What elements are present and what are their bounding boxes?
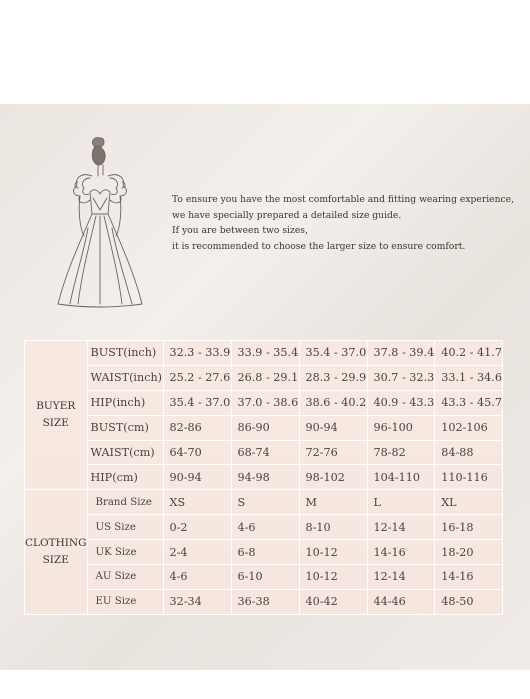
table-cell: 43.3 - 45.7	[435, 390, 503, 415]
table-cell: M	[299, 490, 367, 515]
table-cell: 78-82	[367, 440, 435, 465]
table-cell: 104-110	[367, 465, 435, 490]
table-row	[25, 415, 503, 440]
table-cell: 40.2 - 41.7	[435, 341, 503, 366]
table-cell: 30.7 - 32.3	[367, 365, 435, 390]
table-cell: L	[367, 490, 435, 515]
table-cell: 35.4 - 37.0	[163, 390, 231, 415]
table-cell: 38.6 - 40.2	[299, 390, 367, 415]
table-row	[25, 341, 503, 366]
table-cell: 32.3 - 33.9	[163, 341, 231, 366]
group-label-line: SIZE	[42, 554, 69, 567]
row-label: WAIST(inch)	[87, 365, 163, 390]
row-label: EU Size	[87, 589, 163, 614]
row-label: WAIST(cm)	[87, 440, 163, 465]
table-cell: 37.8 - 39.4	[367, 341, 435, 366]
table-row	[25, 565, 503, 590]
table-cell: 110-116	[435, 465, 503, 490]
table-row	[25, 490, 503, 515]
table-cell: 36-38	[231, 589, 299, 614]
table-cell: 6-10	[231, 565, 299, 590]
table-cell: 33.9 - 35.4	[231, 341, 299, 366]
table-cell: 96-100	[367, 415, 435, 440]
intro-line: we have specially prepared a detailed size guide.	[172, 209, 402, 221]
row-label: BUST(cm)	[87, 415, 163, 440]
table-row	[25, 540, 503, 565]
row-label: BUST(inch)	[87, 341, 163, 366]
table-cell: 16-18	[435, 515, 503, 540]
table-cell: 12-14	[367, 565, 435, 590]
row-label: HIP(cm)	[87, 465, 163, 490]
table-cell: 82-86	[163, 415, 231, 440]
table-cell: 18-20	[435, 540, 503, 565]
table-row	[25, 440, 503, 465]
table-cell: 10-12	[299, 565, 367, 590]
table-row	[25, 465, 503, 490]
table-cell: 4-6	[163, 565, 231, 590]
table-cell: 6-8	[231, 540, 299, 565]
table-cell: 4-6	[231, 515, 299, 540]
size-guide-intro	[172, 192, 515, 254]
group-label-line: SIZE	[42, 417, 69, 430]
table-cell: 0-2	[163, 515, 231, 540]
table-cell: 35.4 - 37.0	[299, 341, 367, 366]
table-cell: 10-12	[299, 540, 367, 565]
table-cell: 86-90	[231, 415, 299, 440]
row-label: Brand Size	[87, 490, 163, 515]
table-cell: 14-16	[367, 540, 435, 565]
table-cell: 90-94	[299, 415, 367, 440]
table-cell: 32-34	[163, 589, 231, 614]
table-cell: 94-98	[231, 465, 299, 490]
table-cell: 64-70	[163, 440, 231, 465]
table-cell: 48-50	[435, 589, 503, 614]
table-row	[25, 589, 503, 614]
table-row	[25, 515, 503, 540]
row-label: US Size	[87, 515, 163, 540]
table-cell: 14-16	[435, 565, 503, 590]
table-row	[25, 390, 503, 415]
table-cell: 102-106	[435, 415, 503, 440]
row-label: AU Size	[87, 565, 163, 590]
intro-line: it is recommended to choose the larger size to ensure comfort.	[172, 240, 466, 252]
table-cell: 68-74	[231, 440, 299, 465]
table-cell: 84-88	[435, 440, 503, 465]
dress-sketch-illustration	[44, 132, 154, 312]
table-cell: 33.1 - 34.6	[435, 365, 503, 390]
buyer-size-group-label	[25, 341, 88, 490]
table-cell: XL	[435, 490, 503, 515]
intro-line: To ensure you have the most comfortable and fitting wearing experience,	[172, 194, 515, 205]
table-cell: 40.9 - 43.3	[367, 390, 435, 415]
table-cell: 12-14	[367, 515, 435, 540]
group-label-line: BUYER	[36, 400, 76, 413]
table-cell: 8-10	[299, 515, 367, 540]
table-cell: 37.0 - 38.6	[231, 390, 299, 415]
table-cell: 28.3 - 29.9	[299, 365, 367, 390]
table-cell: 98-102	[299, 465, 367, 490]
table-cell: XS	[163, 490, 231, 515]
table-cell: 26.8 - 29.1	[231, 365, 299, 390]
size-chart-table	[24, 340, 503, 615]
row-label: UK Size	[87, 540, 163, 565]
clothing-size-group-label	[25, 490, 88, 614]
table-cell: 90-94	[163, 465, 231, 490]
row-label: HIP(inch)	[87, 390, 163, 415]
table-cell: 40-42	[299, 589, 367, 614]
size-guide-panel	[0, 104, 530, 670]
table-cell: 2-4	[163, 540, 231, 565]
table-cell: 72-76	[299, 440, 367, 465]
intro-line: If you are between two sizes,	[172, 225, 308, 236]
table-cell: 25.2 - 27.6	[163, 365, 231, 390]
table-cell: S	[231, 490, 299, 515]
table-row	[25, 365, 503, 390]
group-label-line: CLOTHING	[25, 537, 87, 550]
table-cell: 44-46	[367, 589, 435, 614]
